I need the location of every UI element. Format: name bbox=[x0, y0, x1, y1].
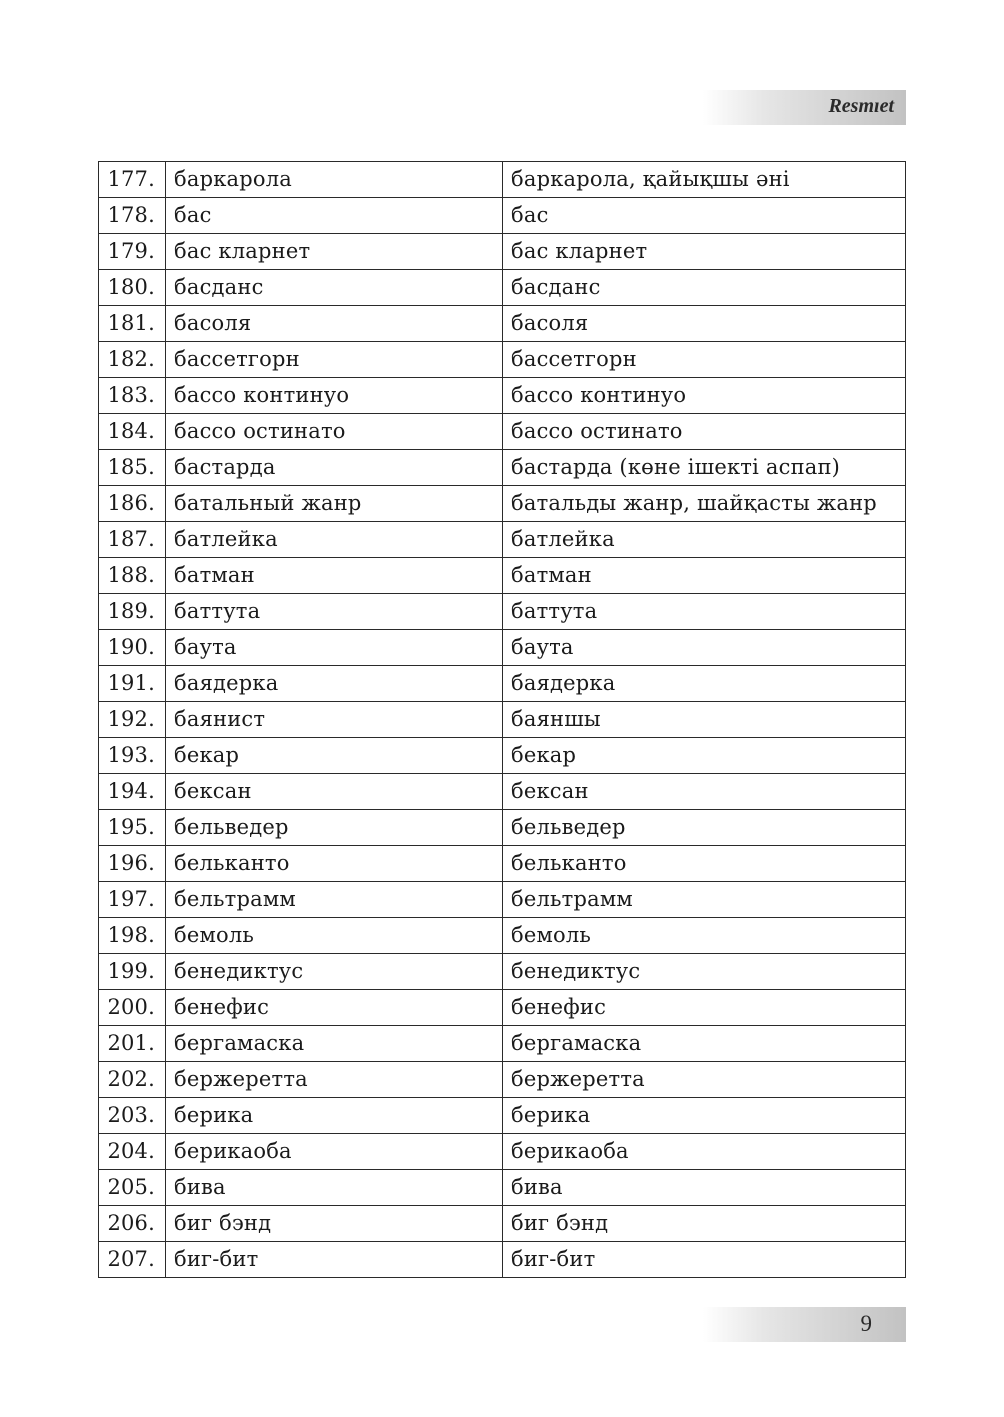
table-row bbox=[99, 810, 906, 846]
table-row bbox=[99, 1242, 906, 1278]
term-russian: бассетгорн bbox=[166, 342, 503, 378]
table-row bbox=[99, 882, 906, 918]
term-russian: бива bbox=[166, 1170, 503, 1206]
table-row bbox=[99, 162, 906, 198]
term-kazakh: бива bbox=[503, 1170, 906, 1206]
entry-number: 193. bbox=[99, 738, 166, 774]
table-row bbox=[99, 594, 906, 630]
entry-number: 179. bbox=[99, 234, 166, 270]
term-russian: бельведер bbox=[166, 810, 503, 846]
table-row bbox=[99, 558, 906, 594]
glossary-table bbox=[98, 161, 906, 1278]
table-row bbox=[99, 414, 906, 450]
term-russian: баттута bbox=[166, 594, 503, 630]
term-russian: батлейка bbox=[166, 522, 503, 558]
term-russian: баядерка bbox=[166, 666, 503, 702]
entry-number: 201. bbox=[99, 1026, 166, 1062]
table-row bbox=[99, 270, 906, 306]
term-kazakh: бассо континуо bbox=[503, 378, 906, 414]
term-russian: бельканто bbox=[166, 846, 503, 882]
term-kazakh: баяншы bbox=[503, 702, 906, 738]
entry-number: 178. bbox=[99, 198, 166, 234]
term-kazakh: бенедиктус bbox=[503, 954, 906, 990]
term-kazakh: бас кларнет bbox=[503, 234, 906, 270]
term-russian: бемоль bbox=[166, 918, 503, 954]
table-row bbox=[99, 1098, 906, 1134]
entry-number: 204. bbox=[99, 1134, 166, 1170]
table-row bbox=[99, 342, 906, 378]
term-kazakh: бастарда (көне ішекті аспап) bbox=[503, 450, 906, 486]
table-row bbox=[99, 918, 906, 954]
entry-number: 188. bbox=[99, 558, 166, 594]
entry-number: 203. bbox=[99, 1098, 166, 1134]
table-row bbox=[99, 846, 906, 882]
glossary-table-body bbox=[99, 162, 906, 1278]
term-kazakh: бекар bbox=[503, 738, 906, 774]
entry-number: 194. bbox=[99, 774, 166, 810]
term-russian: басоля bbox=[166, 306, 503, 342]
table-row bbox=[99, 738, 906, 774]
term-russian: бекар bbox=[166, 738, 503, 774]
term-russian: бенефис bbox=[166, 990, 503, 1026]
term-russian: берикаоба bbox=[166, 1134, 503, 1170]
entry-number: 195. bbox=[99, 810, 166, 846]
page-number: 9 bbox=[860, 1311, 872, 1336]
table-row bbox=[99, 1134, 906, 1170]
term-kazakh: берикаоба bbox=[503, 1134, 906, 1170]
table-row bbox=[99, 522, 906, 558]
term-kazakh: бассетгорн bbox=[503, 342, 906, 378]
entry-number: 190. bbox=[99, 630, 166, 666]
term-kazakh: биг-бит bbox=[503, 1242, 906, 1278]
term-kazakh: батман bbox=[503, 558, 906, 594]
table-row bbox=[99, 954, 906, 990]
entry-number: 183. bbox=[99, 378, 166, 414]
term-kazakh: басданс bbox=[503, 270, 906, 306]
running-header: Resmıet bbox=[828, 95, 894, 117]
term-russian: басданс bbox=[166, 270, 503, 306]
term-russian: бассо континуо bbox=[166, 378, 503, 414]
term-kazakh: батлейка bbox=[503, 522, 906, 558]
entry-number: 207. bbox=[99, 1242, 166, 1278]
term-kazakh: баута bbox=[503, 630, 906, 666]
term-russian: бергамаска bbox=[166, 1026, 503, 1062]
table-row bbox=[99, 990, 906, 1026]
term-russian: бексан bbox=[166, 774, 503, 810]
term-kazakh: бемоль bbox=[503, 918, 906, 954]
term-kazakh: басоля bbox=[503, 306, 906, 342]
term-kazakh: биг бэнд bbox=[503, 1206, 906, 1242]
term-russian: берика bbox=[166, 1098, 503, 1134]
term-kazakh: берика bbox=[503, 1098, 906, 1134]
term-kazakh: баркарола, қайықшы әні bbox=[503, 162, 906, 198]
entry-number: 196. bbox=[99, 846, 166, 882]
entry-number: 205. bbox=[99, 1170, 166, 1206]
term-kazakh: бельтрамм bbox=[503, 882, 906, 918]
term-kazakh: баядерка bbox=[503, 666, 906, 702]
footer-band bbox=[703, 1307, 906, 1342]
entry-number: 184. bbox=[99, 414, 166, 450]
entry-number: 202. bbox=[99, 1062, 166, 1098]
term-kazakh: бенефис bbox=[503, 990, 906, 1026]
term-russian: бас кларнет bbox=[166, 234, 503, 270]
term-kazakh: бержеретта bbox=[503, 1062, 906, 1098]
term-russian: бастарда bbox=[166, 450, 503, 486]
entry-number: 192. bbox=[99, 702, 166, 738]
term-kazakh: баттута bbox=[503, 594, 906, 630]
table-row bbox=[99, 702, 906, 738]
term-russian: бас bbox=[166, 198, 503, 234]
term-kazakh: батальды жанр, шайқасты жанр bbox=[503, 486, 906, 522]
term-russian: баянист bbox=[166, 702, 503, 738]
entry-number: 189. bbox=[99, 594, 166, 630]
table-row bbox=[99, 306, 906, 342]
table-row bbox=[99, 630, 906, 666]
table-row bbox=[99, 234, 906, 270]
table-row bbox=[99, 198, 906, 234]
entry-number: 191. bbox=[99, 666, 166, 702]
header-band bbox=[703, 90, 906, 125]
entry-number: 177. bbox=[99, 162, 166, 198]
table-row bbox=[99, 1170, 906, 1206]
entry-number: 185. bbox=[99, 450, 166, 486]
term-russian: биг бэнд bbox=[166, 1206, 503, 1242]
term-russian: батман bbox=[166, 558, 503, 594]
term-russian: бельтрамм bbox=[166, 882, 503, 918]
entry-number: 186. bbox=[99, 486, 166, 522]
entry-number: 200. bbox=[99, 990, 166, 1026]
term-russian: бенедиктус bbox=[166, 954, 503, 990]
entry-number: 206. bbox=[99, 1206, 166, 1242]
term-russian: бержеретта bbox=[166, 1062, 503, 1098]
term-russian: баута bbox=[166, 630, 503, 666]
term-kazakh: бергамаска bbox=[503, 1026, 906, 1062]
term-kazakh: бас bbox=[503, 198, 906, 234]
entry-number: 198. bbox=[99, 918, 166, 954]
table-row bbox=[99, 1062, 906, 1098]
table-row bbox=[99, 774, 906, 810]
term-russian: баркарола bbox=[166, 162, 503, 198]
table-row bbox=[99, 1206, 906, 1242]
term-russian: батальный жанр bbox=[166, 486, 503, 522]
term-kazakh: бельканто bbox=[503, 846, 906, 882]
term-russian: биг-бит bbox=[166, 1242, 503, 1278]
entry-number: 180. bbox=[99, 270, 166, 306]
entry-number: 199. bbox=[99, 954, 166, 990]
table-row bbox=[99, 486, 906, 522]
table-row bbox=[99, 1026, 906, 1062]
term-russian: бассо остинато bbox=[166, 414, 503, 450]
table-row bbox=[99, 378, 906, 414]
entry-number: 197. bbox=[99, 882, 166, 918]
entry-number: 187. bbox=[99, 522, 166, 558]
table-row bbox=[99, 666, 906, 702]
term-kazakh: бельведер bbox=[503, 810, 906, 846]
entry-number: 182. bbox=[99, 342, 166, 378]
term-kazakh: бассо остинато bbox=[503, 414, 906, 450]
term-kazakh: бексан bbox=[503, 774, 906, 810]
table-row bbox=[99, 450, 906, 486]
entry-number: 181. bbox=[99, 306, 166, 342]
